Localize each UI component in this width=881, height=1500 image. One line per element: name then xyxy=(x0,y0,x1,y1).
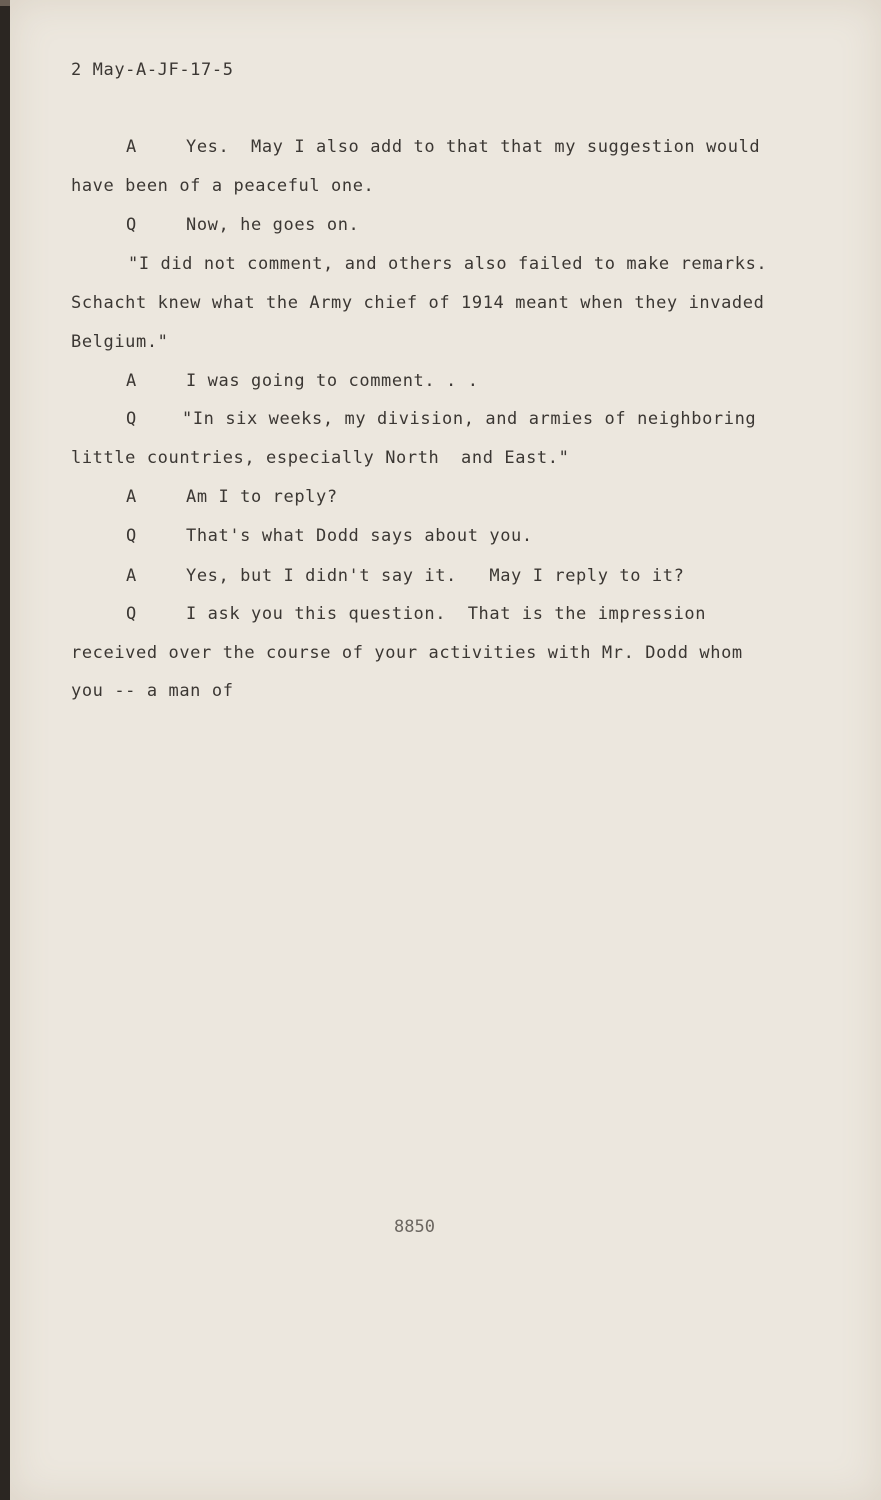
transcript-line: "In six weeks, my division, and armies of neighboring xyxy=(182,409,757,429)
document-header: 2 May-A-JF-17-5 xyxy=(71,60,234,80)
transcript-line: have been of a peaceful one. xyxy=(71,176,375,196)
transcript-line: Am I to reply? xyxy=(186,487,338,507)
transcript-line: That's what Dodd says about you. xyxy=(186,526,533,546)
transcript-line: received over the course of your activities with Mr. Dodd whom xyxy=(71,643,743,663)
transcript-line: Yes. May I also add to that that my suggestion would xyxy=(186,137,761,157)
page-number: 8850 xyxy=(394,1217,435,1237)
speaker-label: A xyxy=(126,487,137,507)
transcript-line: Schacht knew what the Army chief of 1914 meant when they invaded xyxy=(71,293,765,313)
transcript-line: little countries, especially North and East." xyxy=(71,448,570,468)
transcript-line: I was going to comment. . . xyxy=(186,371,479,391)
transcript-line: Belgium." xyxy=(71,332,169,352)
speaker-label: Q xyxy=(126,604,137,624)
speaker-label: A xyxy=(126,566,137,586)
speaker-label: Q xyxy=(126,409,137,429)
speaker-label: A xyxy=(126,371,137,391)
transcript-line: "I did not comment, and others also failed to make remarks. xyxy=(128,254,768,274)
speaker-label: Q xyxy=(126,526,137,546)
transcript-line: Yes, but I didn't say it. May I reply to it? xyxy=(186,566,685,586)
speaker-label: A xyxy=(126,137,137,157)
transcript-line: I ask you this question. That is the impression xyxy=(186,604,707,624)
speaker-label: Q xyxy=(126,215,137,235)
transcript-line: Now, he goes on. xyxy=(186,215,360,235)
transcript-line: you -- a man of xyxy=(71,681,234,701)
document-page xyxy=(10,0,881,1500)
